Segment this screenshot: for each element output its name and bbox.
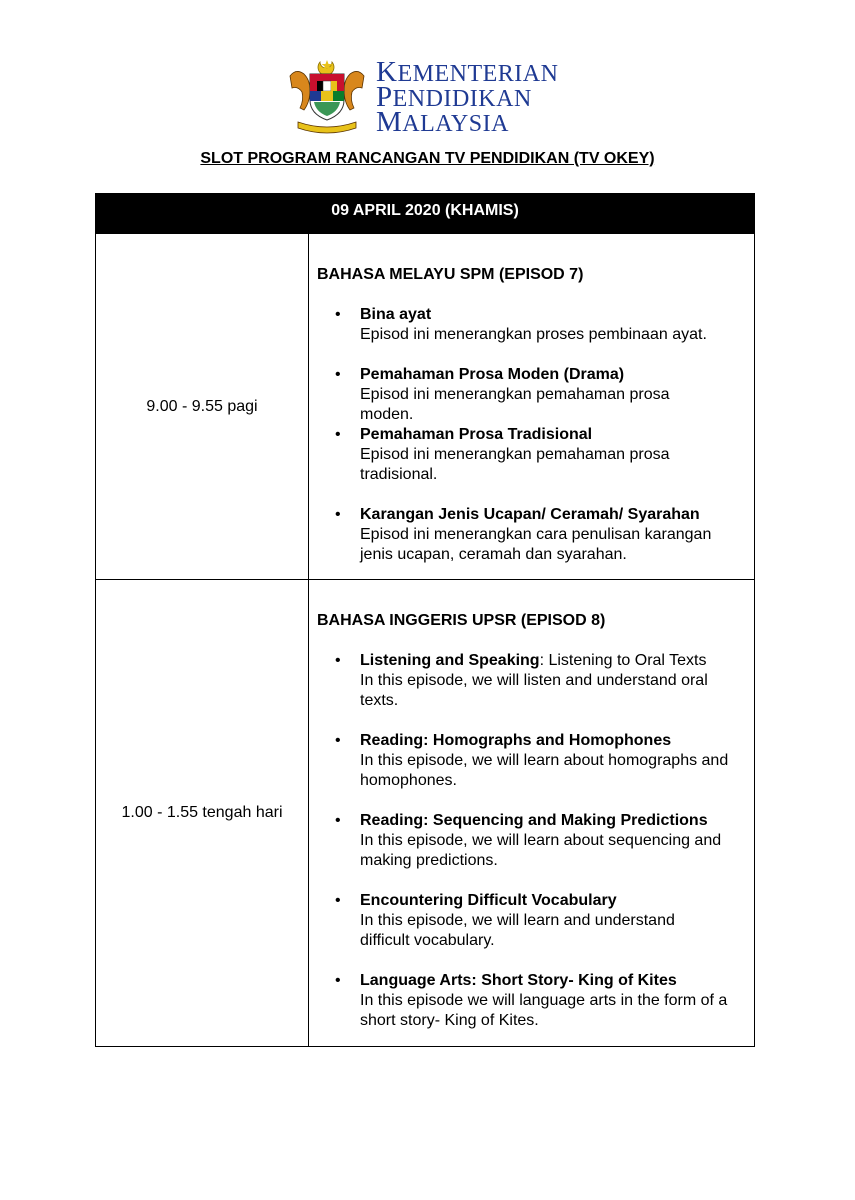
list-item [309,305,754,345]
schedule-table [95,193,755,1047]
list-item [309,971,754,1031]
list-item [309,365,754,425]
topic-title: Listening and Speaking [360,652,540,669]
topic-description: Episod ini menerangkan cara penulisan karangan jenis ucapan, ceramah dan syarahan. [360,526,712,563]
list-item [309,731,754,791]
topic-title: Karangan Jenis Ucapan/ Ceramah/ Syarahan [360,506,700,523]
program-title: BAHASA MELAYU SPM (EPISOD 7) [317,266,584,283]
topic-description: In this episode, we will learn and understand difficult vocabulary. [360,912,675,949]
time-cell [96,580,309,1047]
topic-subtitle: : Listening to Oral Texts [539,652,707,669]
logo-line-2: PENDIDIKAN [376,81,532,113]
program-title: BAHASA INGGERIS UPSR (EPISOD 8) [317,612,606,629]
list-item [309,425,754,485]
document-title [0,150,855,168]
ministry-wordmark [376,56,559,138]
ministry-logo [284,58,584,138]
bullet-icon: • [335,732,341,749]
topic-title: Reading: Homographs and Homophones [360,732,672,749]
list-item [309,811,754,871]
time-cell [96,234,309,580]
program-cell [309,580,755,1047]
topic-description: In this episode we will language arts in the form of a short story- King of Kites. [360,992,728,1029]
topic-title: Reading: Sequencing and Making Predictions [360,812,708,829]
topic-title: Pemahaman Prosa Moden (Drama) [360,366,625,383]
slot-time: 1.00 - 1.55 tengah hari [121,804,283,821]
date-header: 09 APRIL 2020 (KHAMIS) [96,194,755,234]
logo-line-3: MALAYSIA [376,106,509,138]
topic-list [309,651,754,1031]
topic-title: Bina ayat [360,306,432,323]
malaysia-coat-of-arms-icon [284,58,370,134]
list-item [309,651,754,711]
topic-title: Pemahaman Prosa Tradisional [360,426,593,443]
bullet-icon: • [335,306,341,323]
schedule-row [96,580,755,1047]
topic-description: Episod ini menerangkan pemahaman prosa tradisional. [360,446,670,483]
bullet-icon: • [335,972,341,989]
topic-description: In this episode, we will learn about homographs and homophones. [360,752,729,789]
topic-list [309,305,754,565]
bullet-icon: • [335,652,341,669]
topic-description: Episod ini menerangkan proses pembinaan ayat. [360,326,707,343]
topic-title: Language Arts: Short Story- King of Kites [360,972,677,989]
bullet-icon: • [335,892,341,909]
schedule-row [96,234,755,580]
list-item [309,891,754,951]
bullet-icon: • [335,426,341,443]
slot-time: 9.00 - 9.55 pagi [146,397,258,415]
bullet-icon: • [335,812,341,829]
topic-description: In this episode, we will learn about sequencing and making predictions. [360,832,722,869]
bullet-icon: • [335,506,341,523]
logo-line-1: KEMENTERIAN [376,56,559,88]
topic-description: In this episode, we will listen and understand oral texts. [360,672,708,709]
topic-title: Encountering Difficult Vocabulary [360,892,617,909]
topic-description: Episod ini menerangkan pemahaman prosa moden. [360,386,670,423]
program-cell [309,234,755,580]
list-item [309,505,754,565]
date-header-row [96,194,755,234]
bullet-icon: • [335,366,341,383]
document-title-text: SLOT PROGRAM RANCANGAN TV PENDIDIKAN (TV OKEY) [200,150,655,167]
